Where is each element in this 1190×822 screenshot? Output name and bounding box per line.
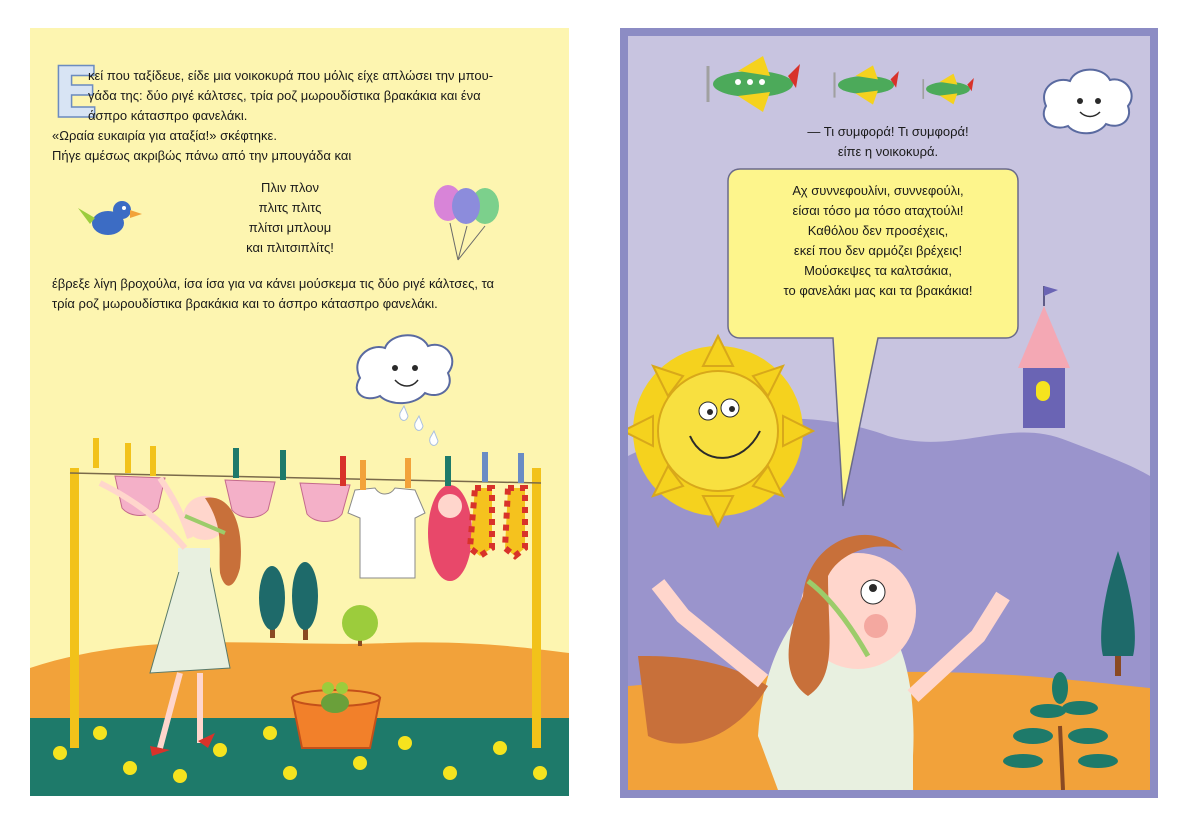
right-page [620,28,1158,798]
paragraph-2-line: τρία ροζ μωρουδίστικα βρακάκια και το άσπρο κάτασπρο φανελάκι. [52,296,438,311]
paragraph-1 [88,66,558,126]
paragraph-1-line: γάδα της: δύο ριγέ κάλτσες, τρία ροζ μωρουδίστικα βρακάκια και ένα [88,88,481,103]
poem-line: και πλιτσιπλίτς! [246,240,334,255]
right-pole [532,468,541,748]
poem [220,178,360,258]
cloud-icon [357,335,453,445]
poem-line: πλιτς πλιτς [258,200,322,215]
poem-line: πλίτσι μπλουμ [248,220,332,235]
basket-with-frog [292,682,380,748]
paragraph-1-line: κεί που ταξίδευε, είδε μια νοικοκυρά που μόλις είχε απλώσει την μπου- [88,68,494,83]
speech-line: Καθόλου δεν προσέχεις, [807,223,949,238]
cloud-icon [1044,70,1132,134]
balloons-icon [434,185,499,260]
left-pole [70,468,79,748]
quote-line: «Ωραία ευκαιρία για αταξία!» σκέφτηκε. [52,128,277,143]
left-page [30,28,569,796]
speech-line: Μούσκεψες τα καλτσάκια, [804,263,952,278]
dropcap-letter: Ε [52,52,100,134]
line-before-poem: Πήγε αμέσως ακριβώς πάνω από την μπουγάδα και [52,148,352,163]
striped-socks [470,488,525,556]
speech-line: Αχ συννεφουλίνι, συννεφούλι, [792,183,964,198]
baby-bundle [428,485,472,581]
white-shirt [348,488,425,578]
paragraph-2 [52,274,562,314]
speech-line: το φανελάκι μας και τα βρακάκια! [783,283,973,298]
poem-line: Πλιν πλον [261,180,319,195]
frog-icon [322,682,334,694]
paragraph-1-line: άσπρο κάτασπρο φανελάκι. [88,108,248,123]
airplane-icon [923,74,974,105]
speech-line: εκεί που δεν αρμόζει βρέχεις! [793,243,963,258]
speech-line: είσαι τόσο μα τόσο αταχτούλι! [792,203,964,218]
airplane-icon [708,56,800,112]
exclamation: — Τι συμφορά! Τι συμφορά! [807,124,969,139]
paragraph-2-line: έβρεξε λίγη βροχούλα, ίσα ίσα για να κάνει μούσκεμα τις δύο ριγέ κάλτσες, τα [52,276,495,291]
said-by: είπε η νοικοκυρά. [837,144,939,159]
airplane-icon [835,65,899,104]
right-page-inner [628,36,1150,790]
bird-icon [78,201,142,235]
speech-bubble-text [738,181,1018,301]
castle-icon [1018,286,1070,428]
